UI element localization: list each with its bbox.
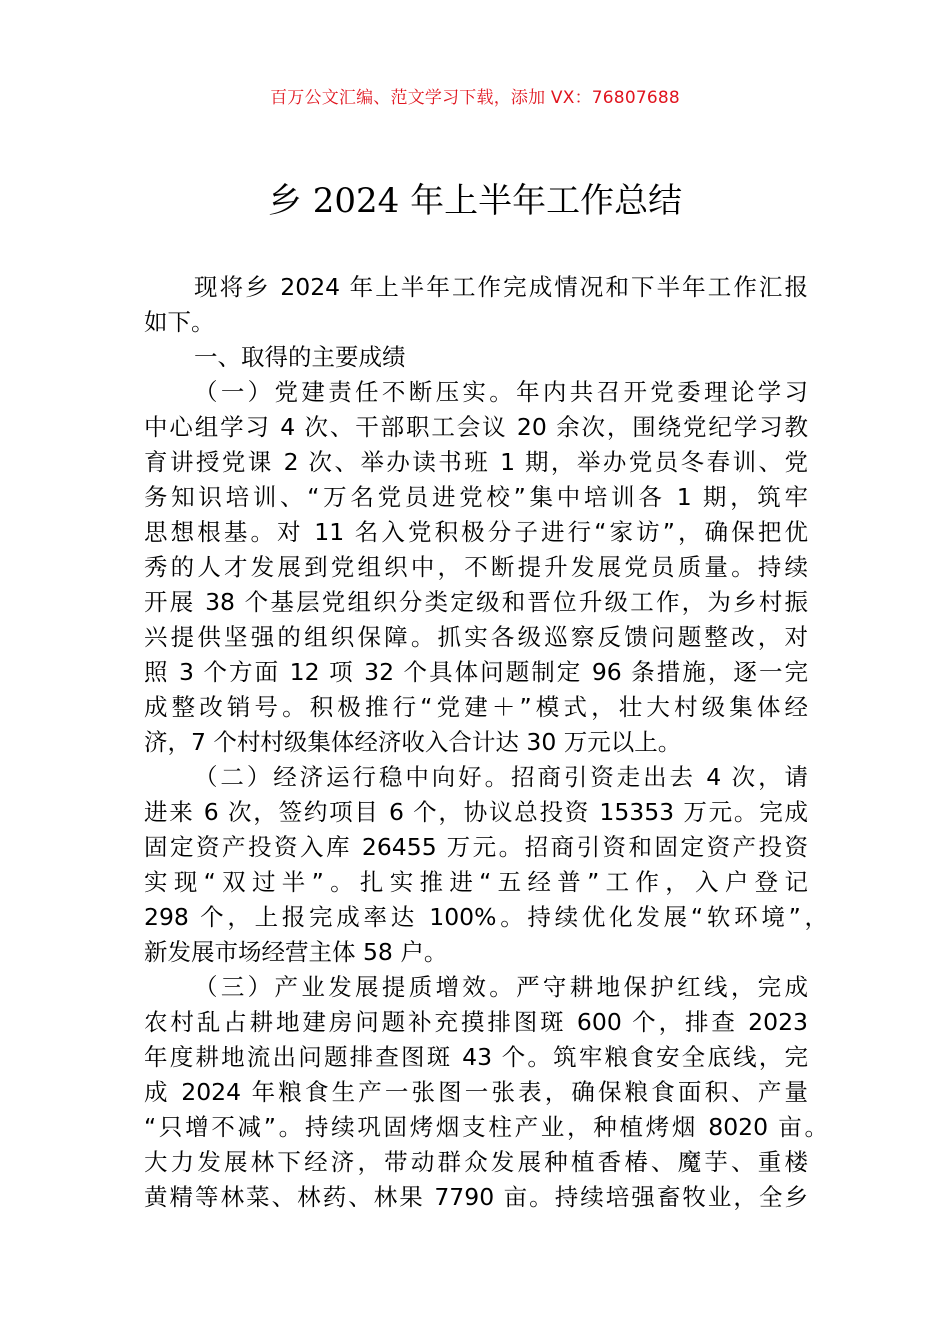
text-line: 298 个，上报完成率达 100%。持续优化发展“软环境”， [144,903,828,931]
subsection-heading-line: （二）经济运行稳中向好。招商引资走出去 4 次，请 [194,763,808,791]
text-line: 秀的人才发展到党组织中，不断提升发展党员质量。持续 [144,553,808,581]
text-line: 新发展市场经营主体 58 户。 [144,938,448,966]
text-line: 思想根基。对 11 名入党积极分子进行“家访”，确保把优 [144,518,808,546]
subsection-heading-line: （三）产业发展提质增效。严守耕地保护红线，完成 [194,973,808,1001]
text-line: 年度耕地流出问题排查图斑 43 个。筑牢粮食安全底线，完 [144,1043,808,1071]
text-line: 实现“双过半”。扎实推进“五经普”工作，入户登记 [144,868,808,896]
text-line: 济，7 个村村级集体经济收入合计达 30 万元以上。 [144,728,682,756]
document-body [144,270,828,1215]
subsection-heading-line: （一）党建责任不断压实。年内共召开党委理论学习 [194,378,808,406]
text-line: 照 3 个方面 12 项 32 个具体问题制定 96 条措施，逐一完 [144,658,808,686]
text-line: 农村乱占耕地建房问题补充摸排图斑 600 个，排查 2023 [144,1008,808,1036]
text-line: 育讲授党课 2 次、举办读书班 1 期，举办党员冬春训、党 [144,448,808,476]
text-line: 成 2024 年粮食生产一张图一张表，确保粮食面积、产量 [144,1078,808,1106]
text-line: 黄精等林菜、林药、林果 7790 亩。持续培强畜牧业，全乡 [144,1183,808,1211]
text-line: 务知识培训、“万名党员进党校”集中培训各 1 期，筑牢 [144,483,808,511]
watermark-banner: 百万公文汇编、范文学习下载，添加 VX：76807688 [270,88,680,108]
text-line: 开展 38 个基层党组织分类定级和晋位升级工作，为乡村振 [144,588,808,616]
text-line: 进来 6 次，签约项目 6 个，协议总投资 15353 万元。完成 [144,798,808,826]
text-line: 成整改销号。积极推行“党建＋”模式，壮大村级集体经 [144,693,808,721]
text-line: “只增不减”。持续巩固烤烟支柱产业，种植烤烟 8020 亩。 [144,1113,828,1141]
text-line: 兴提供坚强的组织保障。抓实各级巡察反馈问题整改，对 [144,623,808,651]
text-line: 现将乡 2024 年上半年工作完成情况和下半年工作汇报 [194,273,808,301]
text-line: 大力发展林下经济，带动群众发展种植香椿、魔芋、重楼 [144,1148,808,1176]
text-line: 如下。 [144,308,215,336]
text-line: 固定资产投资入库 26455 万元。招商引资和固定资产投资 [144,833,808,861]
section-heading: 一、取得的主要成绩 [194,343,406,371]
document-title: 乡 2024 年上半年工作总结 [267,181,683,221]
text-line: 中心组学习 4 次、干部职工会议 20 余次，围绕党纪学习教 [144,413,808,441]
